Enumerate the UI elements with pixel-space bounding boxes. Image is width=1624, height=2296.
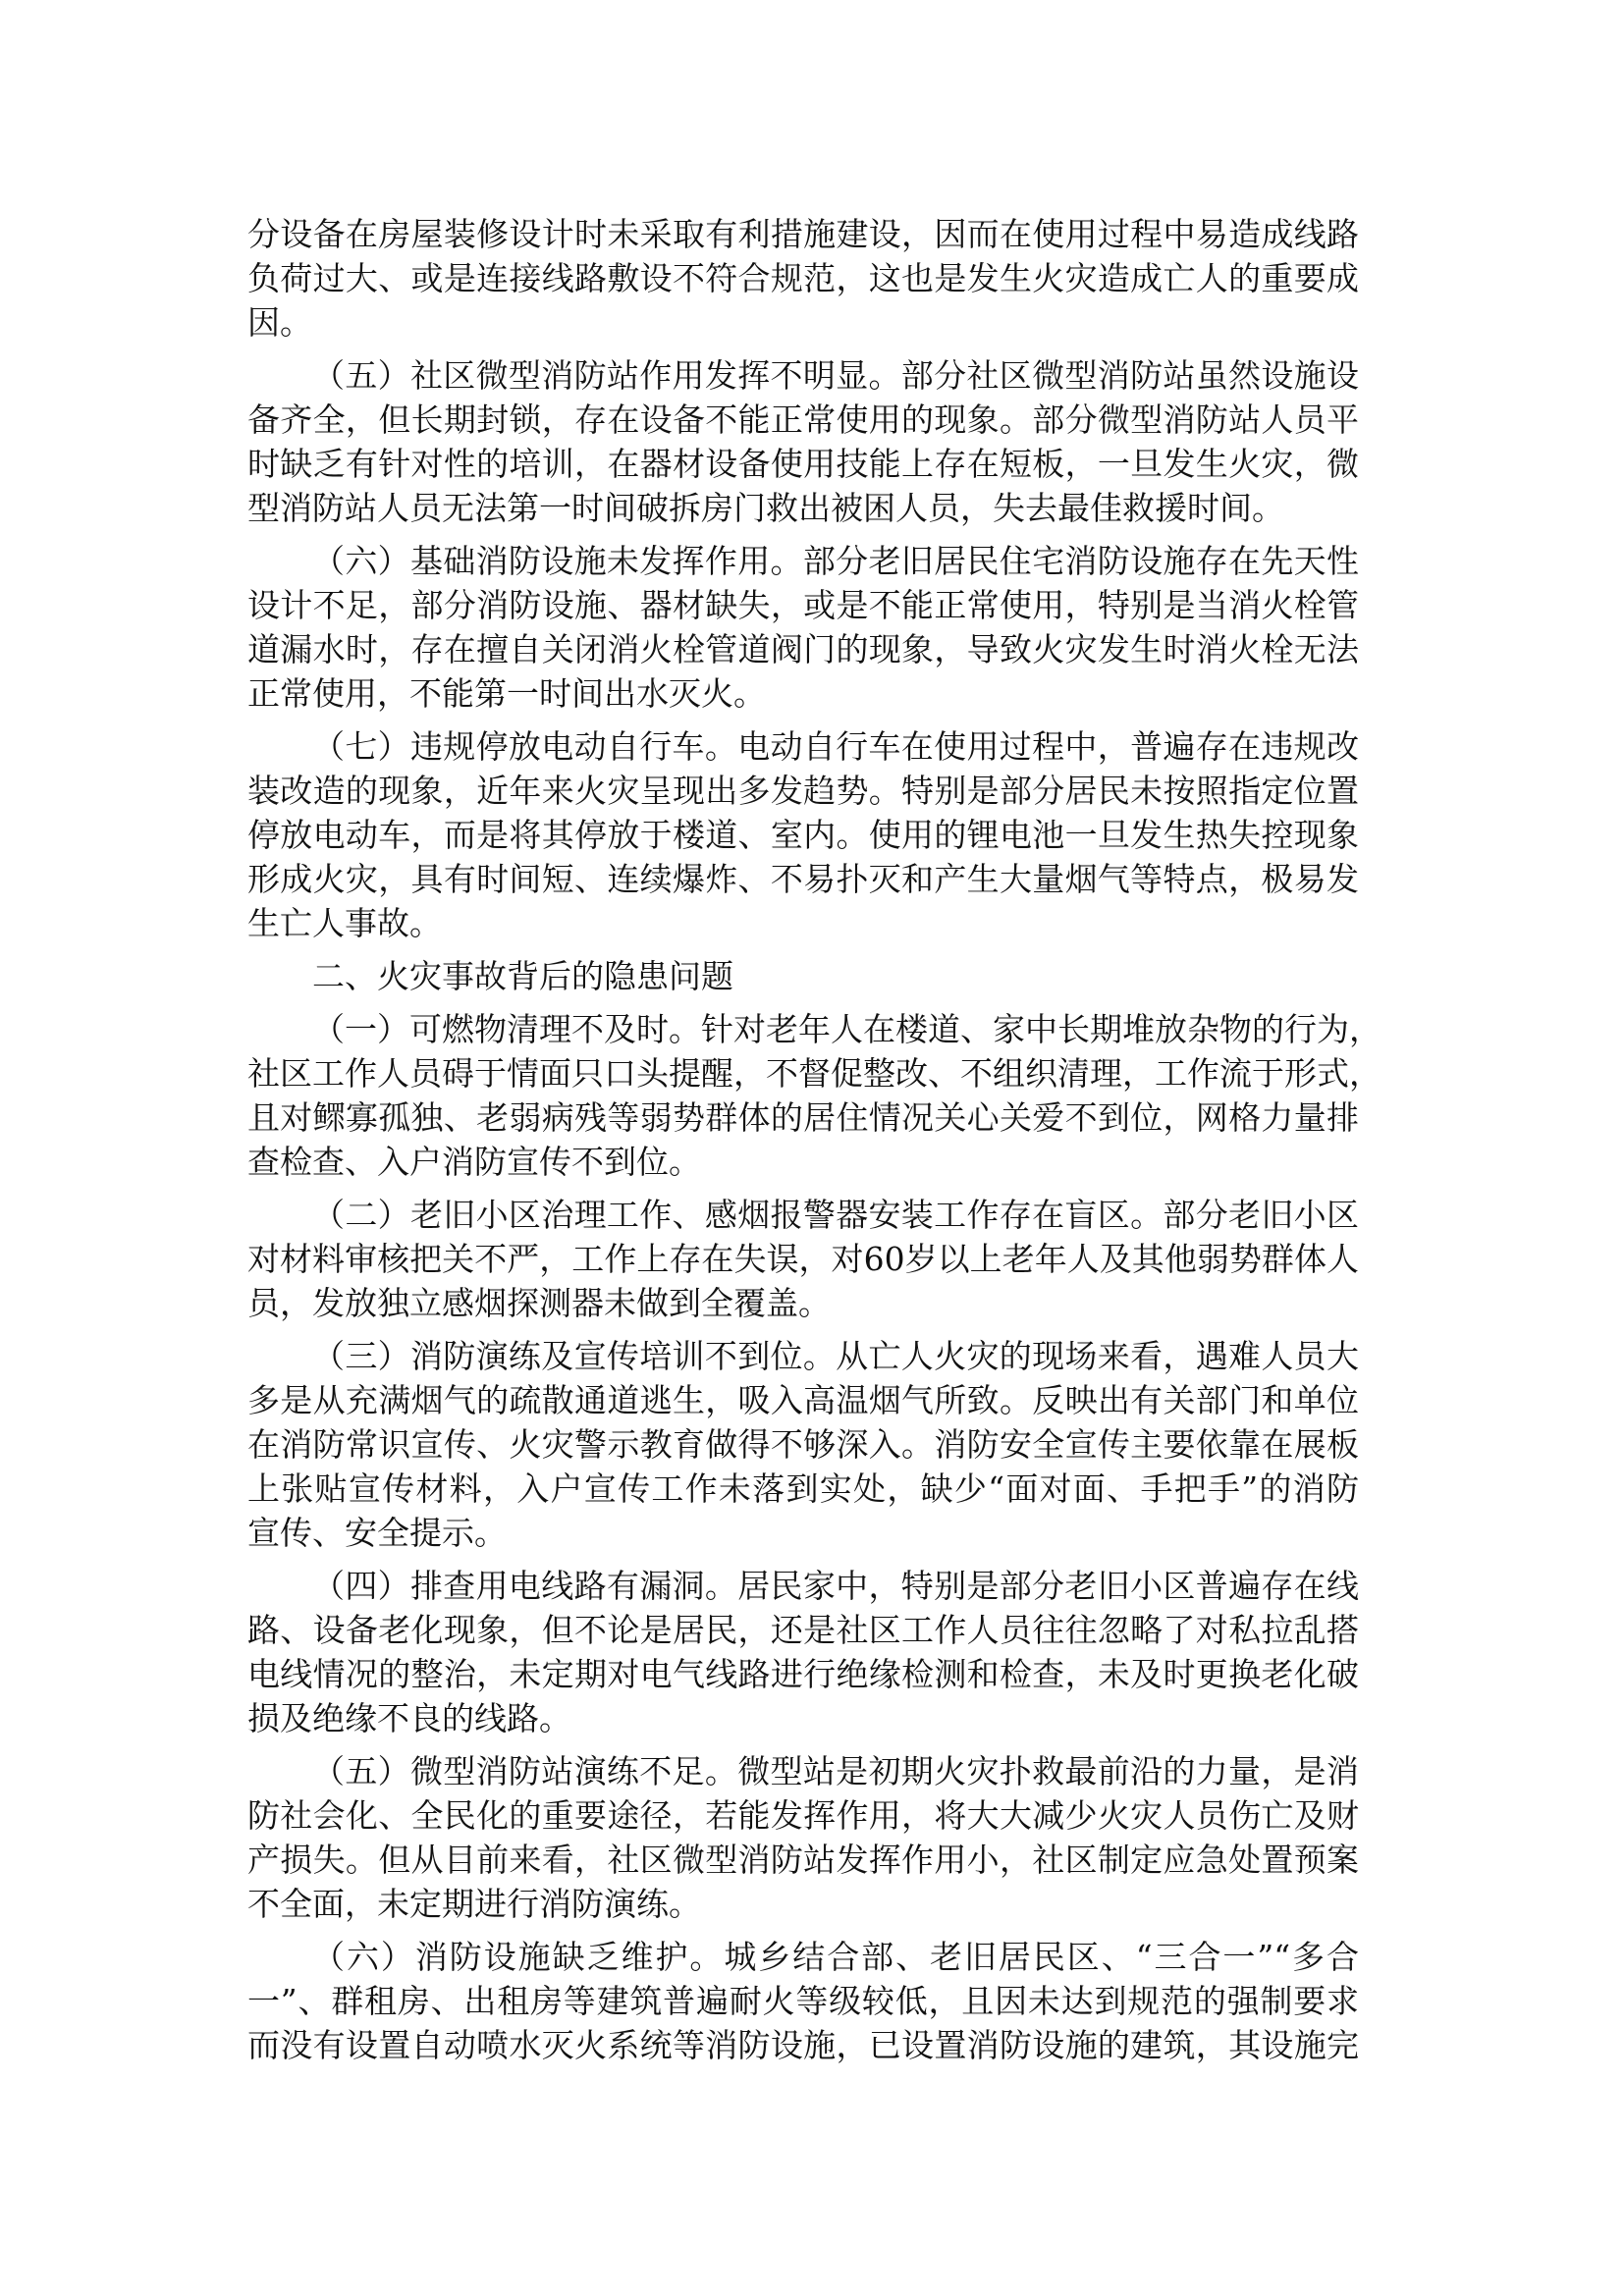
- text-line: （二）老旧小区治理工作、感烟报警器安装工作存在盲区。部分老旧小区: [312, 1196, 1359, 1234]
- paragraph: [247, 539, 1359, 716]
- text-line: 电线情况的整治，未定期对电气线路进行绝缘检测和检查，未及时更换老化破: [247, 1655, 1359, 1693]
- text-line: （四）排查用电线路有漏洞。居民家中，特别是部分老旧小区普遍存在线: [312, 1567, 1359, 1605]
- paragraph: [247, 1007, 1381, 1184]
- text-line: （五）社区微型消防站作用发挥不明显。部分社区微型消防站虽然设施设: [312, 356, 1359, 395]
- text-line: 设计不足，部分消防设施、器材缺失，或是不能正常使用，特别是当消火栓管: [247, 586, 1359, 624]
- text-line: 对材料审核把关不严，工作上存在失误，对60岁以上老年人及其他弱势群体人: [247, 1240, 1359, 1278]
- text-line: 员，发放独立感烟探测器未做到全覆盖。: [247, 1284, 831, 1322]
- text-line: 装改造的现象，近年来火灾呈现出多发趋势。特别是部分居民未按照指定位置: [247, 772, 1359, 810]
- text-line: 路、设备老化现象，但不论是居民，还是社区工作人员往往忽略了对私拉乱搭: [247, 1611, 1359, 1649]
- text-line: 形成火灾，具有时间短、连续爆炸、不易扑灭和产生大量烟气等特点，极易发: [247, 860, 1359, 898]
- document-page-body: [247, 212, 1381, 2067]
- text-line: 备齐全，但长期封锁，存在设备不能正常使用的现象。部分微型消防站人员平: [247, 400, 1359, 439]
- text-line: （六）基础消防设施未发挥作用。部分老旧居民住宅消防设施存在先天性: [312, 542, 1359, 580]
- text-line: 宣传、安全提示。: [247, 1514, 507, 1552]
- text-line: （一）可燃物清理不及时。针对老年人在楼道、家中长期堆放杂物的行为，: [312, 1010, 1381, 1048]
- text-line: 不全面，未定期进行消防演练。: [247, 1885, 701, 1923]
- paragraph: [247, 1334, 1359, 1555]
- text-line: （六）消防设施缺乏维护。城乡结合部、老旧居民区、“三合一”“多合: [312, 1938, 1359, 1976]
- text-line: 上张贴宣传材料，入户宣传工作未落到实处，缺少“面对面、手把手”的消防: [247, 1469, 1359, 1508]
- text-line: 时缺乏有针对性的培训，在器材设备使用技能上存在短板，一旦发生火灾，微: [247, 445, 1359, 483]
- text-line: 正常使用，不能第一时间出水灭火。: [247, 674, 766, 713]
- text-line: （七）违规停放电动自行车。电动自行车在使用过程中，普遍存在违规改: [312, 727, 1359, 766]
- paragraph: [247, 1193, 1359, 1325]
- text-line: 且对鳏寡孤独、老弱病残等弱势群体的居住情况关心关爱不到位，网格力量排: [247, 1098, 1359, 1137]
- paragraph: [247, 724, 1359, 945]
- text-line: 道漏水时，存在擅自关闭消火栓管道阀门的现象，导致火灾发生时消火栓无法: [247, 630, 1359, 668]
- text-line: 查检查、入户消防宣传不到位。: [247, 1143, 701, 1181]
- text-line: 停放电动车，而是将其停放于楼道、室内。使用的锂电池一旦发生热失控现象: [247, 816, 1359, 854]
- text-line: （五）微型消防站演练不足。微型站是初期火灾扑救最前沿的力量，是消: [312, 1752, 1359, 1790]
- text-line: 社区工作人员碍于情面只口头提醒，不督促整改、不组织清理，工作流于形式，: [247, 1054, 1381, 1093]
- text-line: 生亡人事故。: [247, 904, 442, 942]
- text-line: 分设备在房屋装修设计时未采取有利措施建设，因而在使用过程中易造成线路: [247, 215, 1359, 253]
- paragraph: [247, 212, 1359, 345]
- paragraph: [247, 353, 1359, 530]
- text-line: 一”、群租房、出租房等建筑普遍耐火等级较低，且因未达到规范的强制要求: [247, 1982, 1359, 2020]
- text-line: （三）消防演练及宣传培训不到位。从亡人火灾的现场来看，遇难人员大: [312, 1337, 1359, 1375]
- text-line: 多是从充满烟气的疏散通道逃生，吸入高温烟气所致。反映出有关部门和单位: [247, 1381, 1359, 1419]
- text-line: 二、火灾事故背后的隐患问题: [312, 957, 733, 995]
- text-line: 负荷过大、或是连接线路敷设不符合规范，这也是发生火灾造成亡人的重要成: [247, 259, 1359, 297]
- paragraph: [247, 1564, 1359, 1740]
- text-line: 防社会化、全民化的重要途径，若能发挥作用，将大大减少火灾人员伤亡及财: [247, 1796, 1359, 1835]
- text-line: 产损失。但从目前来看，社区微型消防站发挥作用小，社区制定应急处置预案: [247, 1841, 1359, 1879]
- text-line: 因。: [247, 303, 312, 342]
- paragraph: [247, 1935, 1359, 2067]
- text-line: 在消防常识宣传、火灾警示教育做得不够深入。消防安全宣传主要依靠在展板: [247, 1425, 1359, 1464]
- paragraph: [247, 1749, 1359, 1926]
- text-line: 型消防站人员无法第一时间破拆房门救出被困人员，失去最佳救援时间。: [247, 489, 1284, 527]
- section-heading: [247, 954, 1359, 998]
- text-line: 而没有设置自动喷水灭火系统等消防设施，已设置消防设施的建筑，其设施完: [247, 2026, 1359, 2064]
- text-line: 损及绝缘不良的线路。: [247, 1699, 571, 1737]
